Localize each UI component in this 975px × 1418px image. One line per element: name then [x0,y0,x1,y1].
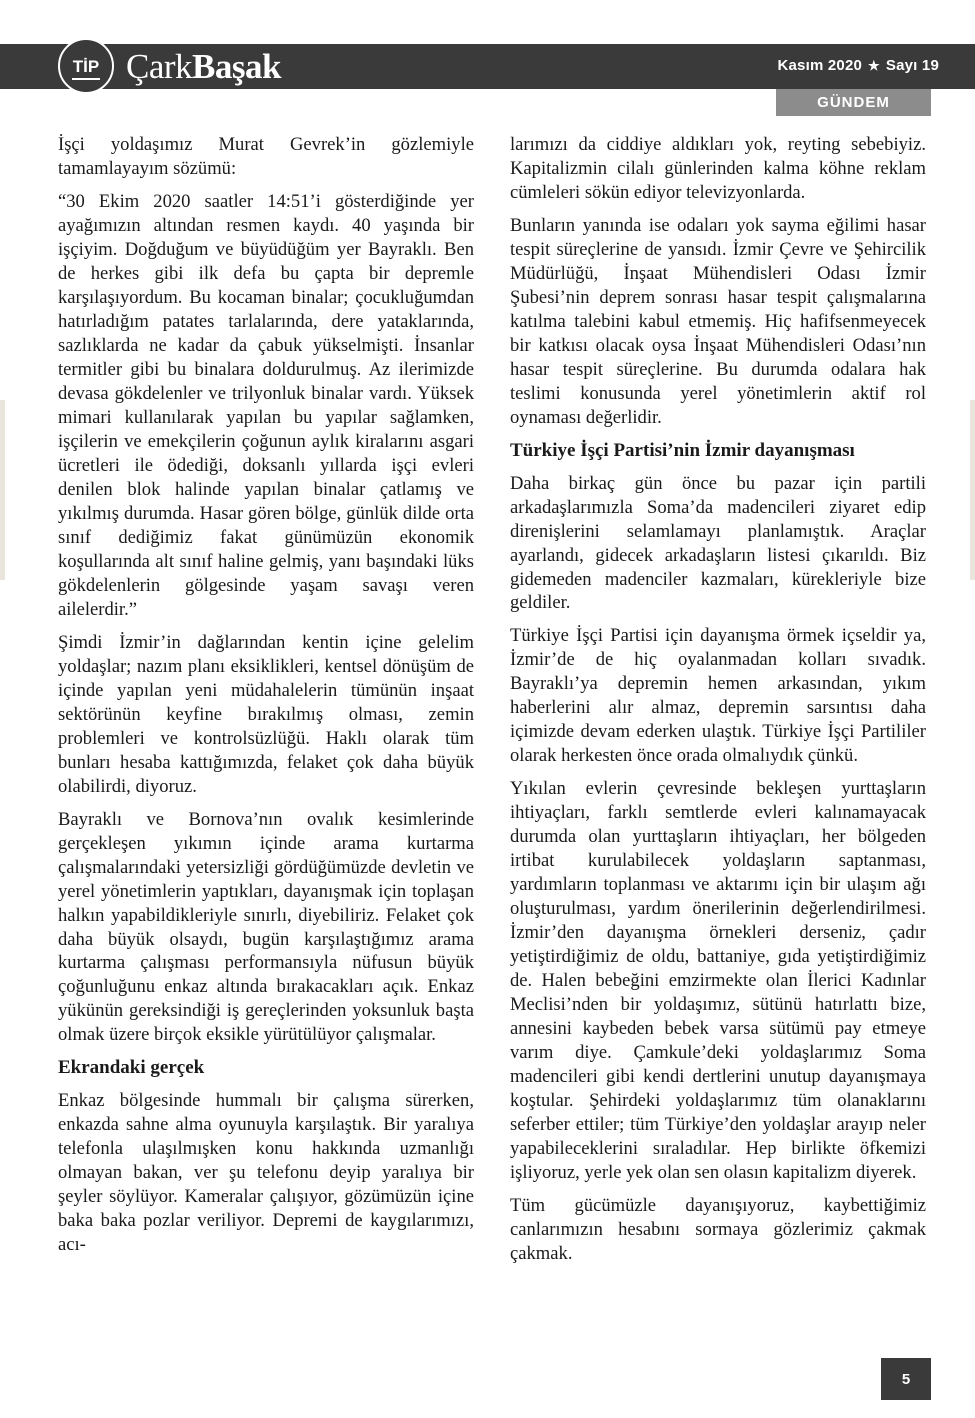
page-edge-mark-right [970,400,975,580]
paragraph: Şimdi İzmir’in dağlarından kentin içine gelelim yoldaşlar; nazım planı eksiklikleri, kentsel dönüşüm de içinde yapılan yeni müdahalelerin tümünün inşaat sektörünün keyfine bırakılmış olması, zemin problemleri ve kontrolsüzlüğü. Haklı olarak tüm bunları hesaba kattığımızda, felaket çok daha büyük olabilirdi, diyoruz. [58,631,474,797]
paragraph: Bunların yanında ise odaları yok sayma eğilimi hasar tespit süreçlerine de yansıdı. İzmir Çevre ve Şehircilik Müdürlüğü, İnşaat Mühendisleri Odası İzmir Şubesi’nin deprem sonrası hasar tespit çalışmalarına katılma talebini kabul etmemiş. Hiç hafifsenmeyecek bir katkısı olacak oysa İnşaat Mühendisleri Odası’nın hasar tespit süreçlerine. Bu durumda odalara hak teslimi konusunda yerel yönetimlerin aktif rol oynaması değerlidir. [510,214,926,428]
page-number: 5 [881,1358,931,1400]
tip-logo-underline [72,78,100,80]
issue-info [777,57,939,74]
tip-logo-text: TİP [72,56,100,76]
paragraph: larımızı da ciddiye aldıkları yok, reyting sebebiyiz. Kapitalizmin cilalı günlerinden kalma köhne reklam cümleleri sökün ediyor televizyonlarda. [510,134,926,203]
paragraph: Enkaz bölgesinde hummalı bir çalışma sürerken, enkazda sahne alma oyunuyla karşılaştık. Bir yaralıya telefonla ulaşılmışken konu hakkında uzmanlığı olmayan bakan, ver şu telefonu deyip yaralıya bir şeyler söylüyor. Kameralar çalışıyor, gözümüzün içine baka baka pozlar veriliyor. Depremi de kaygılarımızı, acı- [58,1090,474,1256]
issue-number: Sayı 19 [885,57,939,74]
section-subheading: Türkiye İşçi Partisi’nin İzmir dayanışması [510,439,855,461]
tip-logo-icon [58,38,114,94]
paragraph: “30 Ekim 2020 saatler 14:51’i gösterdiğinde yer ayağımızın altından resmen kaydı. 40 yaşında bir işçiyim. Doğduğum ve büyüdüğüm yer Bayraklı. Ben de herkes gibi ilk defa bu çapta bir depremle karşılaşıyordum. Bu kocaman binalar; çocukluğumdan hatırladığım patates tarlalarında, dere yataklarında, sazlıklarda ne kadar da çabuk yükselmişti. İnsanlar termitler gibi bu binalara doldurulmuş. Az ilerimizde devasa gökdelenler ve trilyonluk binalar vardı. Yüksek mimari kullanılarak yapılan bu yapılar sağlamken, işçilerin ve emekçilerin çoğunun aylık kiralarını asgari ücretleri ile ödediği, doksanlı yıllarda işçi evleri denilen blok halinde yapılan binalar çatlamış ve yıkılmış durumda. Hasar gören bölge, günlük dilde orta sınıf dediğimiz fakat günümüzün ekonomik koşullarında alt sınıf haline gelmiş, yanı başındaki lüks gökdelenlerin gölgesinde yaşam savaşı veren ailelerdir.” [58,190,474,620]
paragraph: Yıkılan evlerin çevresinde bekleşen yurttaşların ihtiyaçları, farklı semtlerde evleri kalınamayacak durumda olan yurttaşların ihtiyaçları, her bölgeden irtibat kurulabilecek yoldaşların saptanması, yardımların toplanması ve aktarımı için bir ulaşım ağı oluşturulması, yardım önerilerinin değerlendirilmesi. İzmir’den dayanışma örnekleri derseniz, çadır yetiştirdiğimiz de oldu, battaniye, gıda yetiştirdiğimiz de. Halen bebeğini emzirmekte olan İlerici Kadınlar Meclisi’nden bir yoldaşımız, sütünü hatırlattı bize, annesini kaybeden bebek varsa sütümü pay etmeye varım diye. Çamkule’deki yoldaşlarımız Soma madencileri gibi kendi dertlerini unutup dayanışmaya koştular. Şehirdeki yoldaşlarımız tüm olanaklarını seferber ettiler; tüm Türkiye’den yoldaşlar arayıp neler yapabileceklerini sıraladılar. Hep birlikte öfkemizi işliyoruz, yerle yek olan sen olasın kapitalizm diyerek. [510,778,926,1184]
article-body [58,133,926,1275]
issue-date: Kasım 2020 [777,57,863,74]
paragraph: Bayraklı ve Bornova’nın ovalık kesimlerinde gerçekleşen yıkımın içinde arama kurtarma çalışmalarındaki yetersizliği gördüğümüzde devletin ve yerel yönetimlerin yaptıkları, dayanışmak için toplaşan halkın yapabildikleriyle sınırlı, diyebiliriz. Felaket çok daha büyük olsaydı, bugün karşılaştığımız arama kurtarma çalışması performansıyla nüfusun büyük çoğunluğunu enkaz altında bırakacakları açık. Enkaz yükünün gereksindiği iş gereçlerinden yoksunluk başta olmak üzere birçok eksikle yürütülüyor çalışmalar. [58,808,474,1046]
paragraph: Daha birkaç gün önce bu pazar için partili arkadaşlarımızla Soma’da madencileri ziyaret edip direnişlerini selamlamayı planlamıştık. Araçlar ayarlandı, gidecek arkadaşların listesi çıkarıldı. Biz gidemeden madenciler kazmaları, kürekleriyle bize geldiler. [510,472,926,614]
left-column [58,133,474,1275]
brand-second-word: Başak [192,46,281,86]
paragraph: İşçi yoldaşımız Murat Gevrek’in gözlemiyle tamamlayayım sözümü: [58,134,474,179]
right-column [510,133,926,1275]
masthead [58,38,281,94]
brand-first-word: Çark [126,46,193,86]
star-icon: ★ [868,57,880,73]
page-edge-mark-left [0,400,5,580]
paragraph: Tüm gücümüzle dayanışıyoruz, kaybettiğimiz canlarımızın hesabını sormaya gözlerimiz çakmak çakmak. [510,1195,926,1265]
section-subheading: Ekrandaki gerçek [58,1057,205,1079]
section-tag: GÜNDEM [776,89,931,116]
paragraph: Türkiye İşçi Partisi için dayanışma örmek içseldir ya, İzmir’de de hiç oyalanmadan kolları sıvadık. Bayraklı’ya depremin hemen arkasından, yıkım haberlerini alır almaz, depremin sarsıntısı daha içimizde devam ederken ulaştık. Türkiye İşçi Partililer olarak herkesten önce orada olmalıydık çünkü. [510,625,926,767]
publication-title [126,46,281,86]
